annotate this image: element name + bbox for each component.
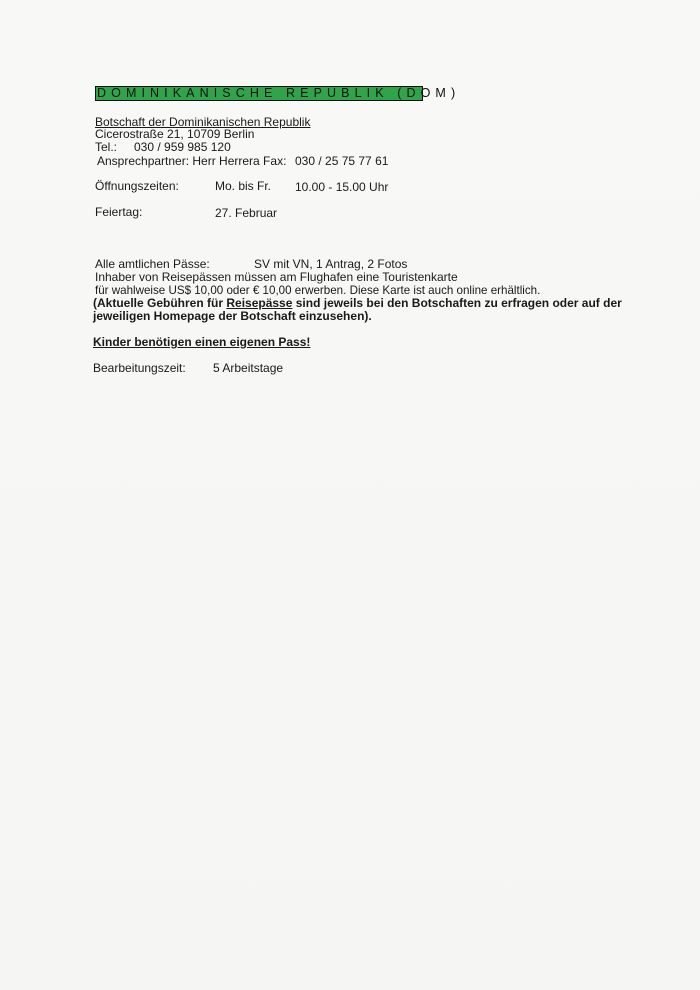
processing-value: 5 Arbeitstage (213, 361, 284, 375)
contact-person: Ansprechpartner: Herr Herrera Fax: (97, 154, 287, 168)
fax-number: 030 / 25 75 77 61 (295, 154, 389, 168)
embassy-address: Cicerostraße 21, 10709 Berlin (95, 127, 255, 141)
passports-label: Alle amtlichen Pässe: (95, 257, 210, 271)
country-title: DOMINIKANISCHE REPUBLIK (DOM) (97, 86, 461, 100)
fees-note-link: Reisepässe (226, 296, 293, 310)
fees-note-line2: jeweiligen Homepage der Botschaft einzusehen). (93, 309, 372, 323)
tel-label: Tel.: (95, 140, 118, 154)
opening-days: Mo. bis Fr. (215, 179, 272, 193)
fees-note-text: (Aktuelle Gebühren für (93, 296, 227, 310)
holiday-value: 27. Februar (215, 206, 278, 220)
opening-hours: 10.00 - 15.00 Uhr (295, 180, 389, 194)
children-note: Kinder benötigen einen eigenen Pass! (93, 335, 311, 349)
passports-value: SV mit VN, 1 Antrag, 2 Fotos (254, 257, 408, 271)
opening-label: Öffnungszeiten: (95, 179, 179, 193)
tourist-card-fee-line: für wahlweise US$ 10,00 oder € 10,00 erwerben. Diese Karte ist auch online erhältlich. (95, 284, 541, 297)
holiday-label: Feiertag: (95, 205, 143, 219)
tel-number: 030 / 959 985 120 (134, 140, 231, 154)
tourist-card-line: Inhaber von Reisepässen müssen am Flughafen eine Touristenkarte (95, 270, 458, 284)
processing-label: Bearbeitungszeit: (93, 361, 186, 375)
embassy-name: Botschaft der Dominikanischen Republik (95, 115, 311, 129)
fees-note-text-end: sind jeweils bei den Botschaften zu erfragen oder auf der (292, 296, 622, 310)
